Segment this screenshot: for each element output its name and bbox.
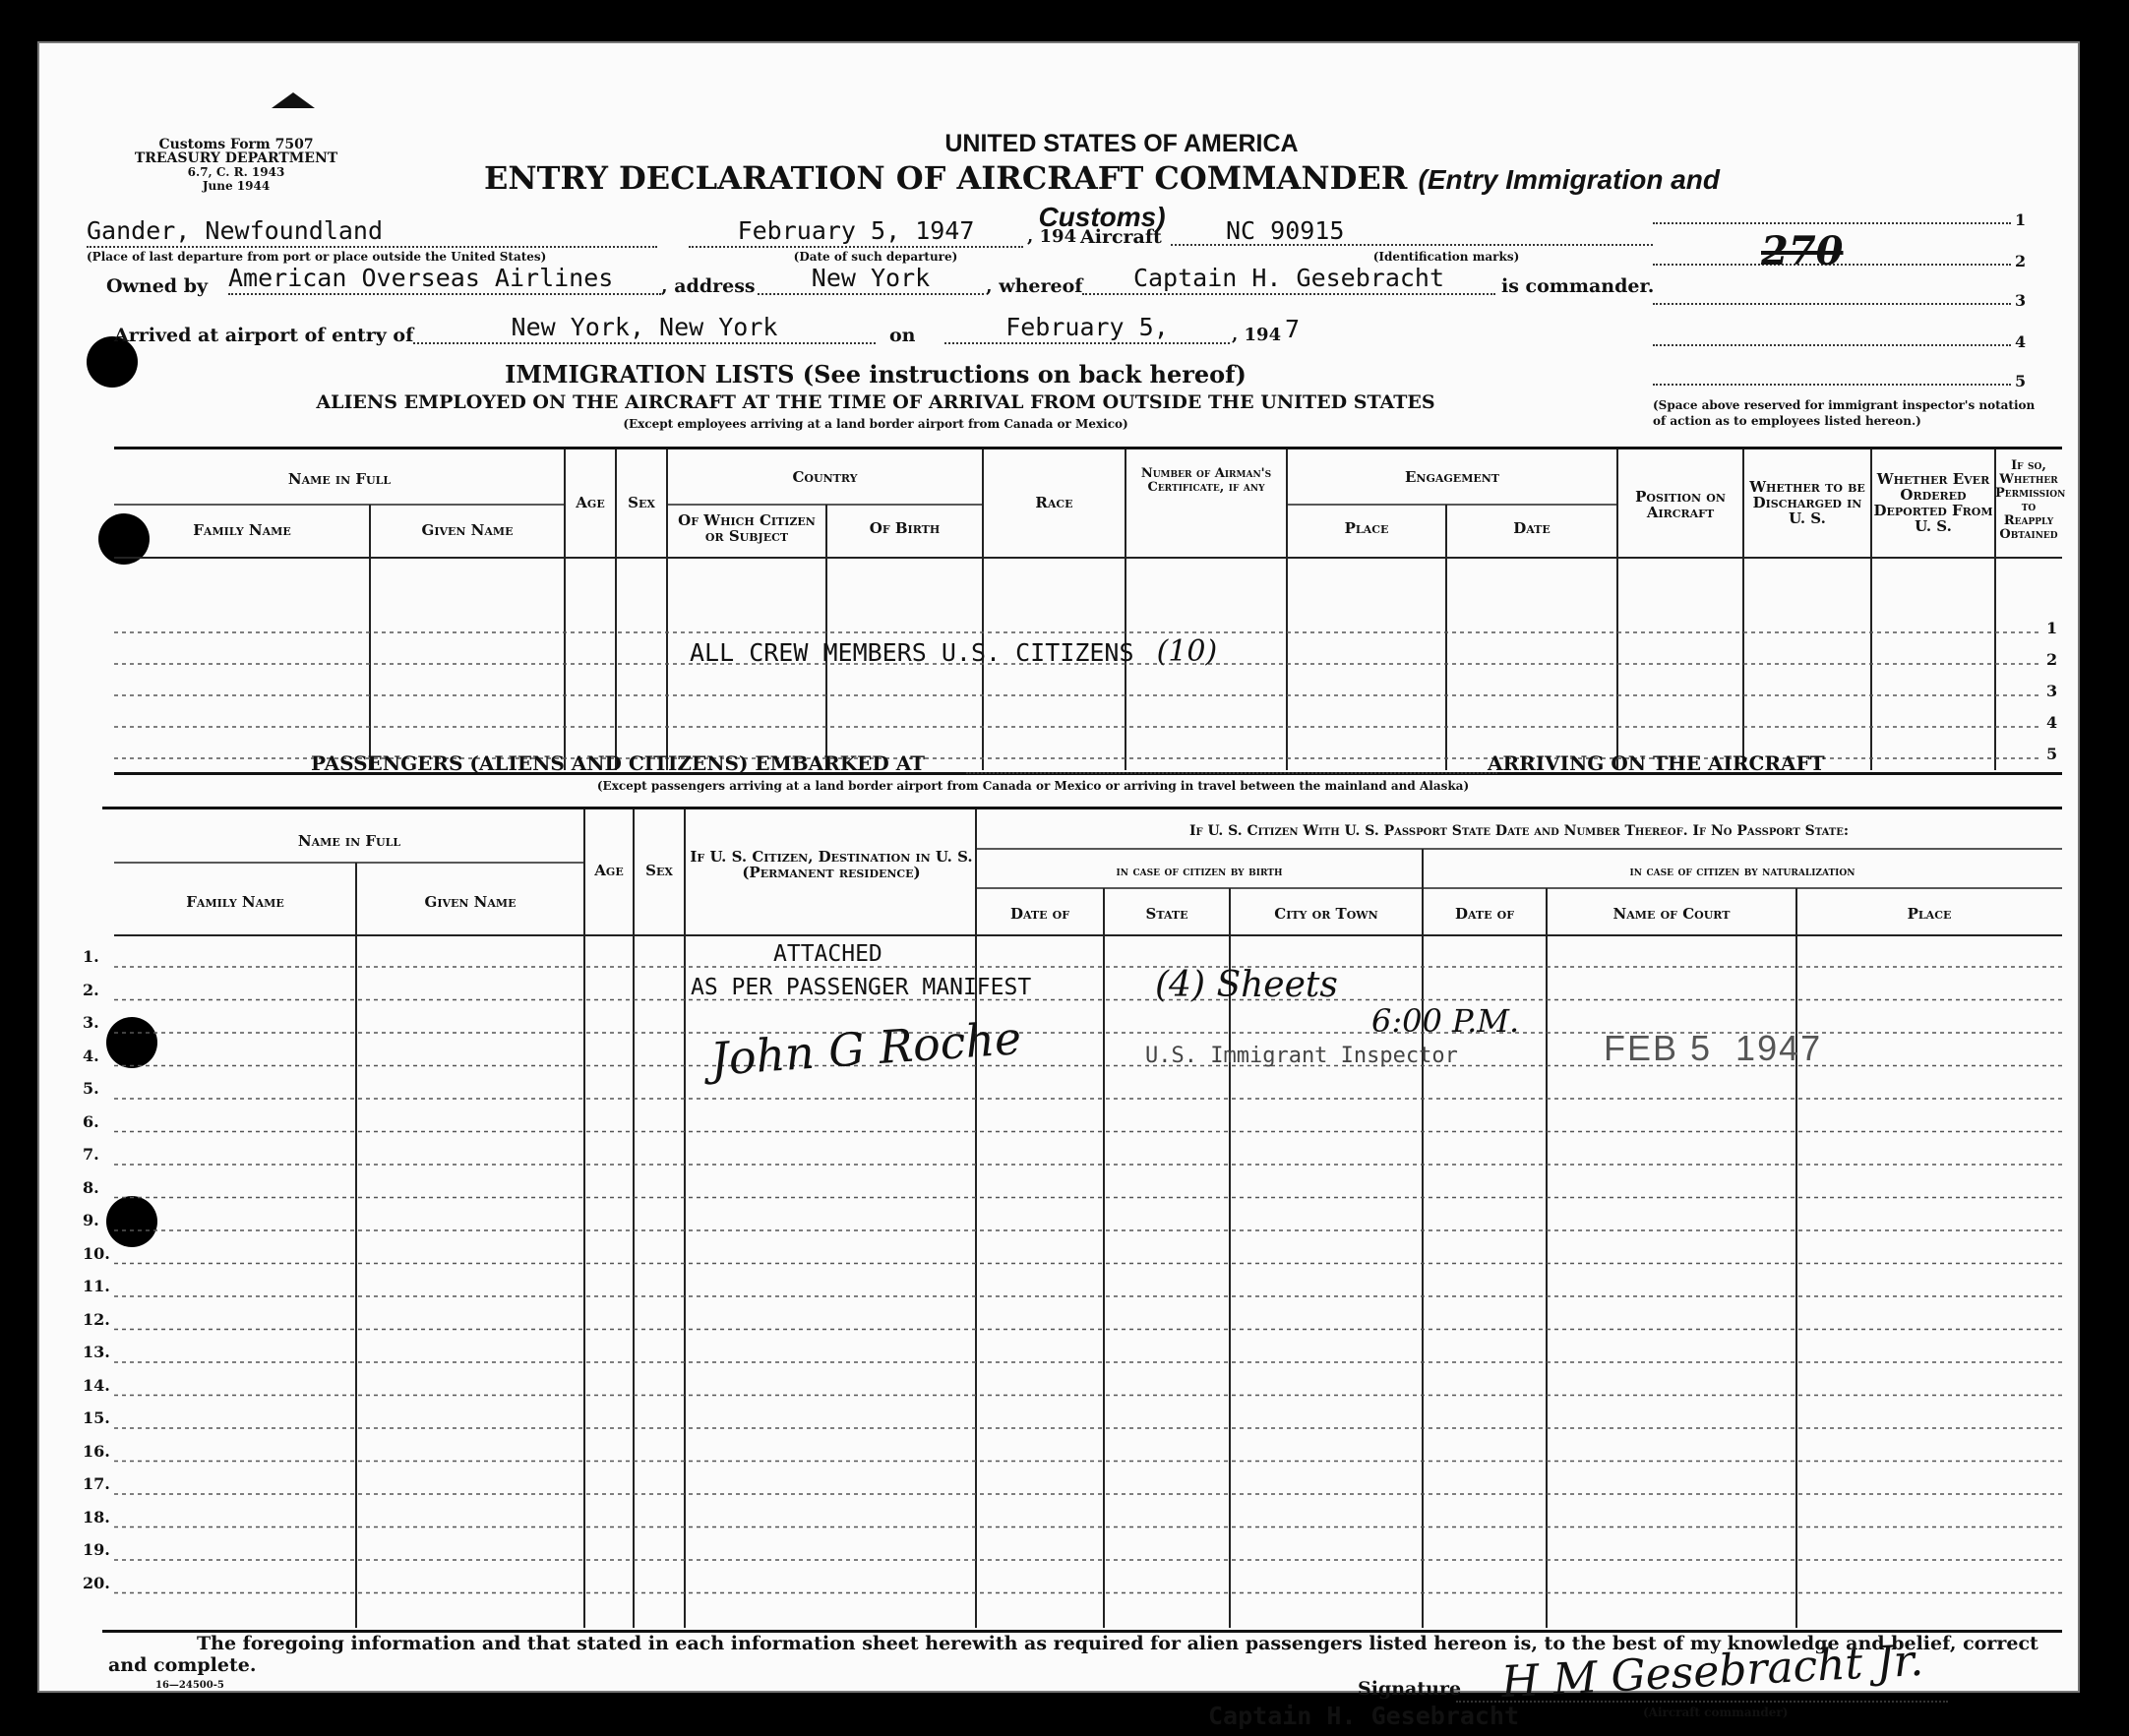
passengers-grid <box>102 809 2062 1630</box>
commander-signature[interactable]: H M Gesebracht Jr. <box>1499 1635 1925 1708</box>
revision-date: June 1944 <box>202 179 271 193</box>
col-age: Age <box>576 494 605 511</box>
manifest-entry[interactable]: AS PER PASSENGER MANIFEST <box>691 975 1032 1000</box>
arrow-mark-icon <box>272 92 315 108</box>
col-place: Place <box>1344 519 1389 537</box>
passenger-line-number: 7. <box>83 1145 99 1164</box>
signature-label: Signature <box>1358 1678 1462 1700</box>
col-engagement: Engagement <box>1405 468 1499 486</box>
col-deported: Whether Ever Ordered Deported From U. S. <box>1873 470 1993 535</box>
immigration-line-number: 3 <box>2046 682 2058 700</box>
pax-col-date-of: Date of <box>1009 905 1070 923</box>
pax-col-state: State <box>1145 905 1188 923</box>
form-id-block <box>89 138 384 193</box>
aircraft-id-field[interactable]: NC 90915 <box>1171 216 1653 246</box>
departure-year-prefix: , 194 <box>1027 226 1077 247</box>
country-title: UNITED STATES OF AMERICA <box>944 130 1299 157</box>
pax-col-destination: If U. S. Citizen, Destination in U. S. (Permanent residence) <box>690 848 973 881</box>
commander-typed-name: Captain H. Gesebracht <box>1208 1702 1520 1730</box>
passenger-line-number: 10. <box>83 1243 110 1263</box>
passenger-line-number: 5. <box>83 1079 99 1098</box>
owner-field[interactable]: American Overseas Airlines <box>228 264 661 295</box>
pax-col-name-in-full: Name in Full <box>297 832 401 850</box>
commander-caption: (Aircraft commander) <box>1643 1706 1789 1719</box>
crew-entry[interactable] <box>690 634 1217 669</box>
pax-col-by-naturalization: in case of citizen by naturalization <box>1629 865 1855 879</box>
pax-col-sex: Sex <box>645 862 673 879</box>
col-permission: If so, Whether Permission to Reapply Obtained <box>1995 458 2066 542</box>
passenger-line-number: 18. <box>83 1507 110 1526</box>
passenger-line-number: 12. <box>83 1309 110 1329</box>
pax-col-place: Place <box>1907 905 1952 923</box>
departure-place-caption: (Place of last departure from port or place outside the United States) <box>87 250 547 264</box>
passenger-line-number: 14. <box>83 1375 110 1395</box>
pax-col-by-birth: in case of citizen by birth <box>1116 865 1283 879</box>
passenger-line-number: 4. <box>83 1046 99 1065</box>
inspector-title: U.S. Immigrant Inspector <box>1145 1044 1458 1068</box>
passenger-line-number: 19. <box>83 1540 110 1559</box>
is-commander-label: is commander. <box>1501 275 1655 297</box>
department: TREASURY DEPARTMENT <box>134 150 338 166</box>
inspector-notation-box <box>1653 210 2037 449</box>
pax-col-court: Name of Court <box>1612 905 1731 923</box>
immigration-note: (Except employees arriving at a land border airport from Canada or Mexico) <box>623 417 1128 431</box>
inspector-line-number: 2 <box>2015 252 2027 270</box>
commander-field[interactable]: Captain H. Gesebracht <box>1082 264 1495 295</box>
passenger-line-number: 1. <box>83 947 99 966</box>
pax-col-given-name: Given Name <box>424 893 517 911</box>
inspector-signature[interactable]: John G Roche <box>708 1011 1023 1086</box>
col-given-name: Given Name <box>421 521 514 539</box>
regulation: 6.7, C. R. 1943 <box>187 165 285 179</box>
pax-col-passport: If U. S. Citizen With U. S. Passport State Date and Number Thereof. If No Passport State: <box>1188 823 1850 839</box>
col-sex: Sex <box>628 494 655 511</box>
owned-by-label: Owned by <box>106 275 209 297</box>
pax-col-family-name: Family Name <box>186 893 284 911</box>
inspector-line-1 <box>1653 222 2011 224</box>
crew-entry-typed: ALL CREW MEMBERS U.S. CITIZENS <box>690 638 1134 667</box>
col-race: Race <box>1035 494 1073 511</box>
inspector-box-note: (Space above reserved for immigrant inspector's notation of action as to employees listed hereon.) <box>1653 398 2036 428</box>
passengers-embarked-label: PASSENGERS (ALIENS AND CITIZENS) EMBARKED AT <box>311 751 926 775</box>
departure-date-caption: (Date of such departure) <box>793 250 958 264</box>
col-country: Country <box>792 468 858 486</box>
whereof-label: , whereof <box>986 275 1083 297</box>
immigration-line-number: 1 <box>2046 619 2058 637</box>
col-birth: Of Birth <box>869 519 941 537</box>
form-number: Customs Form 7507 <box>158 137 314 152</box>
col-discharged: Whether to be Discharged in U. S. <box>1749 478 1865 527</box>
passenger-line-number: 3. <box>83 1013 99 1032</box>
aircraft-label: Aircraft <box>1080 226 1162 248</box>
inspector-line-4 <box>1653 344 2011 346</box>
passenger-line-number: 17. <box>83 1474 110 1493</box>
attached-entry[interactable]: ATTACHED <box>773 941 882 967</box>
declaration-text: The foregoing information and that stated in each information sheet herewith as required for alien passengers listed hereon is, to the best of my knowledge and belief, correct and complete. <box>108 1633 2038 1676</box>
pax-col-date-of-2: Date of <box>1454 905 1515 923</box>
passenger-line-number: 11. <box>83 1277 110 1295</box>
immigration-line-number: 5 <box>2046 745 2058 763</box>
passenger-line-number: 2. <box>83 980 99 999</box>
crew-count-hand: (10) <box>1156 634 1218 669</box>
form-footer-code: 16—24500-5 <box>155 1680 224 1691</box>
inspector-line-number: 1 <box>2015 210 2027 229</box>
arrived-label: Arrived at airport of entry of <box>114 325 414 346</box>
arrival-year-prefix: , 194 <box>1232 325 1282 345</box>
inspector-line-5 <box>1653 384 2011 386</box>
inspector-line-number: 3 <box>2015 291 2027 310</box>
address-label: , address <box>661 275 756 297</box>
col-citizen-of: Of Which Citizen or Subject <box>678 511 816 545</box>
embarked-at-field[interactable] <box>966 771 1497 774</box>
time-hand-entry[interactable]: 6:00 P.M. <box>1371 1002 1520 1040</box>
form-title-sub: (Entry Immigration and Customs) <box>1038 164 1720 232</box>
immigration-title: IMMIGRATION LISTS (See instructions on back hereof) <box>505 360 1247 389</box>
col-airman-cert: Number of Airman's Certificate, if any <box>1140 466 1272 495</box>
pax-col-city: City or Town <box>1274 905 1378 923</box>
on-label: on <box>889 325 916 346</box>
inspector-line-3 <box>1653 303 2011 305</box>
passenger-line-number: 20. <box>83 1573 110 1592</box>
form-title-main: ENTRY DECLARATION OF AIRCRAFT COMMANDER <box>484 159 1408 197</box>
passenger-line-number: 13. <box>83 1343 110 1361</box>
form-sheet <box>37 41 2080 1730</box>
passengers-table <box>83 807 2062 1633</box>
passenger-line-number: 15. <box>83 1408 110 1427</box>
arrival-date-field[interactable]: February 5, <box>944 313 1230 344</box>
immigration-line-number: 4 <box>2046 713 2058 732</box>
departure-date-field[interactable]: February 5, 1947 <box>689 216 1023 248</box>
passenger-line-number: 8. <box>83 1177 99 1197</box>
passenger-line-number: 6. <box>83 1111 99 1131</box>
passenger-line-number: 16. <box>83 1441 110 1461</box>
col-name-in-full: Name in Full <box>287 470 392 488</box>
inspector-line-number: 5 <box>2015 372 2027 390</box>
immigration-subtitle: ALIENS EMPLOYED ON THE AIRCRAFT AT THE TIME OF ARRIVAL FROM OUTSIDE THE UNITED STATES <box>316 391 1435 413</box>
address-field[interactable]: New York <box>758 264 984 295</box>
sheets-hand-entry[interactable]: (4) Sheets <box>1155 965 1338 1005</box>
arrival-airport-field[interactable]: New York, New York <box>413 313 876 344</box>
col-family-name: Family Name <box>193 521 291 539</box>
col-position: Position on Aircraft <box>1635 488 1726 521</box>
passengers-arriving-label: ARRIVING ON THE AIRCRAFT <box>1488 751 1825 775</box>
immigration-line-number: 2 <box>2046 650 2058 669</box>
inspector-line-number: 4 <box>2015 332 2027 351</box>
aircraft-id-caption: (Identification marks) <box>1372 250 1520 264</box>
pax-col-age: Age <box>594 862 624 879</box>
immigration-table <box>114 447 2066 775</box>
date-stamp: FEB 5 1947 <box>1604 1028 1823 1068</box>
passengers-note: (Except passengers arriving at a land border airport from Canada or Mexico or arriving in travel between the mainland and Alaska) <box>596 779 1470 793</box>
departure-place-field[interactable]: Gander, Newfoundland <box>87 216 657 248</box>
inspector-number[interactable]: 270 <box>1761 228 1844 274</box>
arrival-year-digit[interactable]: 7 <box>1285 315 1301 343</box>
col-date: Date <box>1513 519 1551 537</box>
passenger-line-number: 9. <box>83 1211 99 1229</box>
